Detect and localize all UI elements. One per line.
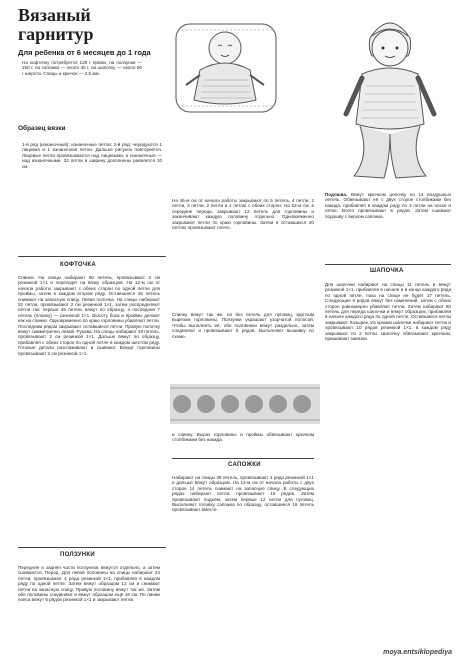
podoshva-block: [325, 192, 451, 262]
section-rule: [18, 256, 166, 257]
section-rule: [172, 458, 314, 459]
sapozhki-heading: САПОЖКИ: [228, 462, 261, 468]
polzunki-heading: ПОЛЗУНКИ: [60, 552, 96, 558]
back-text: Спинку вяжут так же, но без петель для пуговиц, круглым вырезом горловины. Ползунки украшают узорчатой полосой. Чтобы выполнить её, обе половинки вяжут раздельно, затем соединяют и провязывают 5 рядов. Выполняют вышивку по схеме.: [172, 312, 314, 339]
knit-pattern-sample: [170, 380, 320, 428]
kofta-heading: КОФТОЧКА: [60, 262, 97, 268]
page-title: Вязаный гарнитур: [18, 5, 94, 44]
baby-lying-illustration: [170, 10, 285, 125]
kofta-text: Спинка. На спицы набирают 90 петель, провязывают 2 см резинкой 1×1 и переходят на вязку образцом. На 12-м см от начала работы закрывают с обеих сторон по одной петле для проймы, затем в каждом втором ряду. Оставшиеся 26 петель снимают на запасную спицу. Левая полочка. На спицы набирают 52 петли, провязывают 2 см резинкой 1×1, затем распределяют петли так: первые 45 петель вяжут по образцу, а последние 7 петель (планку) — резинкой 1×1. Высоту бока и проймы делают как на спинке. Одновременно по краю горловины убавляют петли. Последним рядом закрывают оставшиеся петли. Правую полочку вяжут симметрично левой. Рукава. На спицы набирают 48 петель, провязывают 2 см резинкой 1×1. Дальше вяжут по образцу, прибавляя с обеих сторон по одной петле в каждом шестом ряду. Готовые детали разглаживают и сшивают. Вокруг горловины провязывают 2 см резинкой 1×1.: [18, 275, 160, 356]
finishing-text: и спинку. Вырез горловины и проймы обвязывают крючком столбиками без накида.: [172, 432, 314, 443]
page-subtitle: Для ребенка от 6 месяцев до 1 года: [18, 48, 151, 57]
section-rule: [18, 547, 166, 548]
pattern-heading: Образец вязки: [18, 125, 66, 132]
podoshva-text: Вяжут крючком цепочку из 14 воздушных петель. Обвязывают её с двух сторон столбиками без накида, прибавляя в каждом ряду по 3 петли на носке и пятке. Всего провязывают 5 рядов. Затем сшивают подошву с верхом сапожка.: [325, 192, 451, 219]
baby-sitting-illustration: [330, 8, 450, 188]
shapochka-text: Для шапочки набирают на спицы 11 петель и вяжут резинкой 1×1, прибавляя в начале и в конце каждого ряда по одной петле, пока на спице не будет 17 петель. Следующие 6 рядов вяжут без изменений, затем с обеих сторон равномерно убавляют петли. Затем набирают 80 петель для переда шапочки и вяжут образцом, прибавляя в начале каждого ряда по одной петле. Оставшиеся петли закрывают. Козырек. Из кромки шапочки набирают петли и провязывают 10 рядов резинкой 1×1, в каждом ряду закрывают по 2 петли. Шапочку обвязывают крючком, пришивают завязки.: [325, 282, 451, 342]
shapochka-heading: ШАПОЧКА: [370, 268, 404, 274]
polzunki-text: Передняя и задняя части ползунков вяжутся отдельно, а затем сшиваются. Перед. Для левой половины на спицы набирают 24 петли, провязывают 4 ряда резинкой 1×1, прибавляя в каждом ряду по одной петле. Затем вяжут образцом 12 см и снимают петли на запасную спицу. Правую половину вяжут так же. Затем обе половины соединяют и вяжут образцом ещё 16 см. По линии пояса вяжут 6 рядов резинкой 1×1 и закрывают петли.: [18, 565, 160, 603]
pattern-text: 1-й ряд (изнаночный): изнаночные петли; 2-й ряд: чередуются 1 лицевая и 1 изнаночная петли. Дальше рисунок повторяется. Лицевые петли провязываются над лицевыми, а изнаночные — над изнаночными. 32 петли в ширину дополнены равняется 10 см.: [22, 142, 162, 169]
front-continued-text: На 46-м см от начала работы закрывают по 5 петель, 4 петли, 2 петли, 3 петли, 2 петли и 1 петлю с обеих сторон. На 52-м см, в середине переда, закрывают 12 петель для горловины и заканчивают каждую половину отдельно. Одновременно закрывают петли по краю горловины. Затем в оставшихся 20 петлях провязывают плечо.: [172, 198, 314, 231]
watermark: moya.entsiklopediya: [383, 649, 452, 656]
intro-text: На кофточку потребуется 125 г пряжи, на ползунки — 150 г, на сапожки — около 40 г, на шапочку — около 90 г шерсти. Спицы и крючок — 2,5 мм.: [22, 60, 142, 76]
section-rule: [325, 264, 451, 265]
sapozhki-text: Набирают на спицы 49 петель, провязывают 4 ряда резинкой 1×1 и дальше вяжут образцом. На 12-м см от начала работы с двух сторон 14 петель снимают на запасную спицу. В следующих рядах набирают петли, провязывают 16 рядов. Затем провязывают подъём, затем первые 12 петли для пуговиц. Выполняют головку сапожка по образцу, оставшиеся 16 петель провязывают вместе.: [172, 475, 314, 513]
podoshva-label: Подошва.: [325, 192, 348, 197]
